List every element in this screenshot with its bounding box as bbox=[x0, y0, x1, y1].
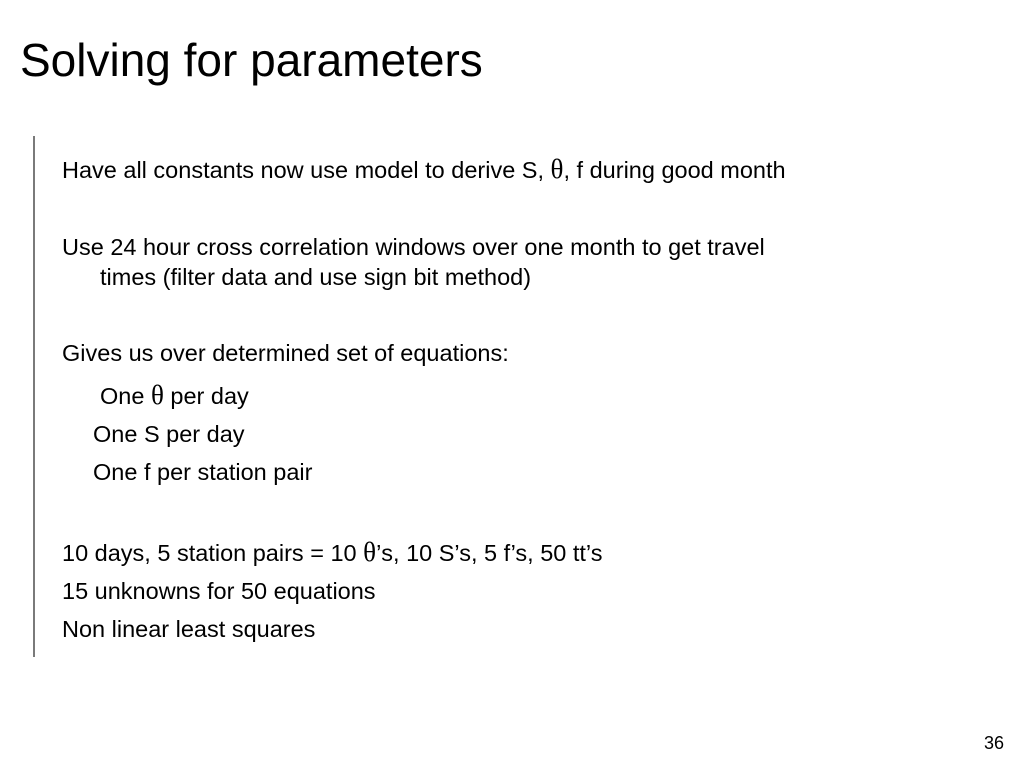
sub-bullet-theta-text-a: One bbox=[100, 383, 151, 409]
slide-number: 36 bbox=[983, 733, 1004, 753]
bullet-equations: Gives us over determined set of equations: bbox=[62, 340, 509, 366]
slide-title: Solving for parameters bbox=[20, 34, 483, 86]
bullet-counts-text-a: 10 days, 5 station pairs = 10 bbox=[62, 540, 364, 566]
bullet-counts bbox=[62, 537, 602, 568]
sub-bullet-f-per-station-pair: One f per station pair bbox=[93, 459, 313, 485]
theta-symbol: θ bbox=[363, 537, 377, 567]
bullet-cross-correlation: Use 24 hour cross correlation windows over one month to get travel bbox=[62, 234, 765, 260]
bullet-counts-text-b: ’s, 10 S’s, 5 f’s, 50 tt’s bbox=[376, 540, 603, 566]
sub-bullet-theta-per-day bbox=[100, 380, 249, 411]
bullet-constants-text-a: Have all constants now use model to derive S, bbox=[62, 157, 551, 183]
bullet-constants bbox=[62, 154, 786, 185]
bullet-unknowns: 15 unknowns for 50 equations bbox=[62, 578, 376, 604]
theta-symbol: θ bbox=[550, 154, 564, 184]
theta-symbol: θ bbox=[150, 380, 164, 410]
bullet-least-squares: Non linear least squares bbox=[62, 616, 316, 642]
sub-bullet-theta-text-b: per day bbox=[163, 383, 249, 409]
bullet-cross-correlation-continued: times (filter data and use sign bit method) bbox=[100, 264, 532, 290]
left-divider-line bbox=[33, 136, 35, 657]
sub-bullet-s-per-day: One S per day bbox=[93, 421, 245, 447]
bullet-constants-text-b: , f during good month bbox=[563, 157, 786, 183]
